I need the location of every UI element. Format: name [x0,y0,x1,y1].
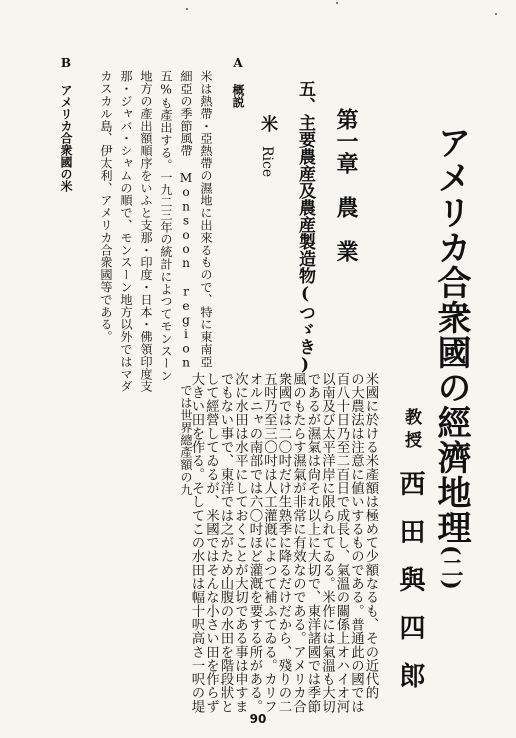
chapter-heading: 第一章 農 業 [333,108,359,262]
label-b: B アメリカ合衆國の米 [59,56,73,192]
text-line: であるが濕氣は尙それ以上に大切で、東洋諸國では季節 [305,372,320,714]
text-line: カスカル島、伊太利、アメリカ合衆國等である。 [99,70,113,343]
label-a: A 概説 [231,56,245,108]
speck-mark [186,8,188,10]
article-title-part: (二) [438,545,464,591]
text-line: 百八十日乃至二百日で成長し、氣溫の關係上オハイオ河 [334,372,349,714]
text-line: 五%も產出する。一九二三年の統計によつてモンスーン [159,70,173,382]
text-line: 大きい田を作る。そしてこの水田は幅十呎高さ一呎の堤 [189,372,204,714]
author-name: 西田與四郎 [395,470,425,710]
author-role: 教授 [401,408,421,454]
section-heading: 五、主要農産及農産製造物(つゞき) [295,80,315,375]
subsection-jp: 米 [257,115,277,132]
text-line: 衆國では二〇吋だけ生熟季に降るだけだから、殘りの二 [276,372,291,714]
text-line: 五吋乃至三〇吋は人工灌漑によつて補ふてゐる。カリフ [261,372,277,714]
text-line: オルニャの南部では六〇吋ほど灌漑を要する所がある。 [247,372,262,714]
left-paragraph [96,70,216,496]
text-line: 地方の產出額順序をいふと支那・印度・日本・佛領印度支 [139,70,153,393]
text-line: でもない事で、東洋では之がため山腹の水田を階段狀と [218,372,233,714]
subsection-en: Rice [259,146,275,178]
text-line: 米國に於ける米產額は極めて少額なるも、その近代的 [363,372,378,700]
text-line: 風のもたらす濕氣が非常に有效なのである。アメリカ合 [290,372,306,714]
subsection-heading [258,115,275,177]
text-line: 以南及び太平洋岸に限られてゐる。米作には氣溫も大切 [319,372,335,714]
text-line: して經營してゐるが、米國ではそんな小さい田を作らず [203,372,219,714]
speck-mark [495,13,497,15]
text-line: 細亞の季節風帶 Monsoon region では世界總產額の九 [179,70,193,496]
page-number: 90 [249,712,267,726]
text-line: 米は熱帶・亞熱帶の濕地に出來るもので、特に東南亞 [199,70,213,368]
article-title-main: アメリカ合衆國の經濟地理 [431,125,471,545]
right-paragraph [189,372,378,714]
text-line: の大農法は注意に値いするものである。普通此の國では [348,372,364,714]
speck-mark [336,2,338,4]
text-line: 次に水田は水平にしておくことが大切である事は申すま [232,372,248,714]
article-title [431,125,471,591]
text-line: 那・ジャバ・シャムの順で、モンスーン地方以外ではマダ [119,70,133,393]
